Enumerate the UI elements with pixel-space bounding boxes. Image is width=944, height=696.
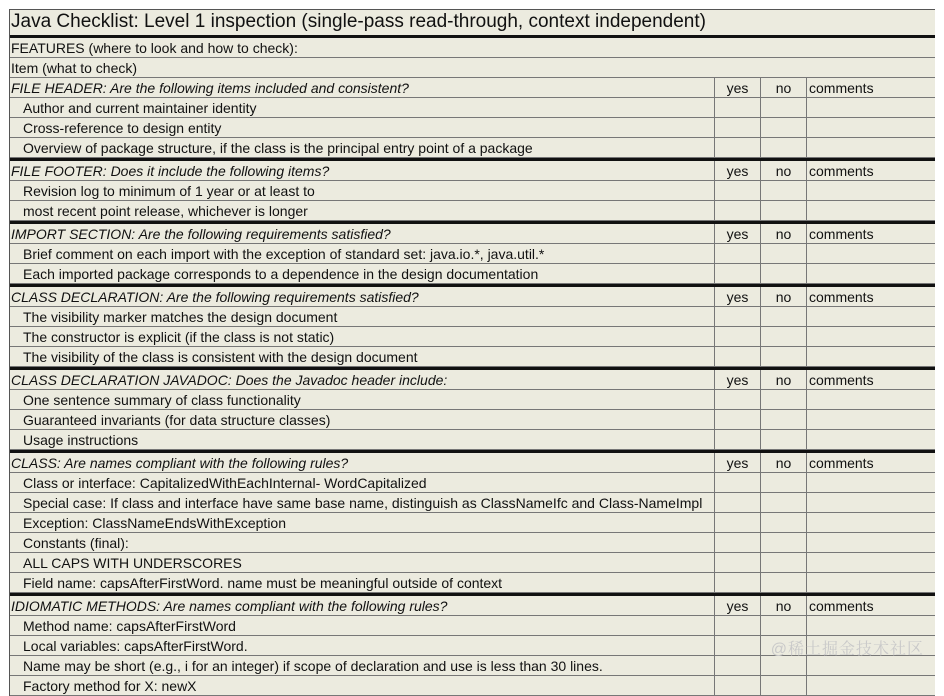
checklist-item: Name may be short (e.g., i for an integer) if scope of declaration and use is less than 30 lines. (23, 658, 603, 674)
no-column-label: no (760, 78, 806, 97)
comments-column-label: comments (806, 287, 935, 306)
yes-cell[interactable] (714, 636, 760, 655)
comments-cell[interactable] (806, 430, 935, 449)
yes-column-label: yes (714, 370, 760, 389)
no-cell[interactable] (760, 473, 806, 492)
no-cell[interactable] (760, 327, 806, 346)
yes-column-label: yes (714, 78, 760, 97)
comments-cell[interactable] (806, 553, 935, 572)
section-header: CLASS DECLARATION JAVADOC: Does the Javadoc header include: (11, 372, 448, 388)
comments-cell[interactable] (806, 327, 935, 346)
section-header-row (10, 593, 935, 616)
checklist-row (10, 533, 935, 553)
checklist-item: Field name: capsAfterFirstWord. name must be meaningful outside of context (23, 575, 503, 591)
checklist-item: Special case: If class and interface have same base name, distinguish as ClassNameIfc and Class-NameImpl (23, 495, 703, 511)
comments-cell[interactable] (806, 533, 935, 552)
watermark: @稀土掘金技术社区 (770, 641, 924, 658)
no-cell[interactable] (760, 98, 806, 117)
checklist-item: Class or interface: CapitalizedWithEachInternal- WordCapitalized (23, 475, 427, 491)
checklist-row (10, 573, 935, 593)
no-cell[interactable] (760, 138, 806, 157)
yes-cell[interactable] (714, 201, 760, 220)
comments-cell[interactable] (806, 390, 935, 409)
comments-cell[interactable] (806, 118, 935, 137)
no-cell[interactable] (760, 118, 806, 137)
checklist-item: Method name: capsAfterFirstWord (23, 618, 236, 634)
yes-cell[interactable] (714, 327, 760, 346)
checklist-row (10, 553, 935, 573)
checklist-table (9, 9, 935, 696)
yes-cell[interactable] (714, 430, 760, 449)
checklist-row (10, 201, 935, 221)
comments-column-label: comments (806, 370, 935, 389)
section-header-row (10, 221, 935, 244)
checklist-row (10, 347, 935, 367)
comments-column-label: comments (806, 161, 935, 180)
yes-cell[interactable] (714, 533, 760, 552)
comments-cell[interactable] (806, 616, 935, 635)
no-cell[interactable] (760, 201, 806, 220)
yes-cell[interactable] (714, 244, 760, 263)
no-cell[interactable] (760, 513, 806, 532)
checklist-row (10, 98, 935, 118)
no-cell[interactable] (760, 493, 806, 512)
checklist-row (10, 493, 935, 513)
section-header-row (10, 78, 935, 98)
checklist-row (10, 327, 935, 347)
comments-column-label: comments (806, 78, 935, 97)
page-title: Java Checklist: Level 1 inspection (single-pass read-through, context independent) (10, 10, 935, 38)
comments-cell[interactable] (806, 244, 935, 263)
comments-cell[interactable] (806, 473, 935, 492)
checklist-row (10, 118, 935, 138)
yes-cell[interactable] (714, 553, 760, 572)
comments-cell[interactable] (806, 138, 935, 157)
section-header-row (10, 158, 935, 181)
yes-cell[interactable] (714, 473, 760, 492)
no-column-label: no (760, 224, 806, 243)
checklist-item: Factory method for X: newX (23, 678, 197, 694)
checklist-item: One sentence summary of class functionality (23, 392, 301, 408)
comments-cell[interactable] (806, 181, 935, 200)
checklist-item: Each imported package corresponds to a dependence in the design documentation (23, 266, 539, 282)
section-header: FILE FOOTER: Does it include the following items? (11, 163, 330, 179)
yes-cell[interactable] (714, 513, 760, 532)
yes-cell[interactable] (714, 616, 760, 635)
section-header-row (10, 284, 935, 307)
yes-cell[interactable] (714, 264, 760, 283)
checklist-row (10, 430, 935, 450)
checklist-row (10, 616, 935, 636)
no-cell[interactable] (760, 410, 806, 429)
yes-cell[interactable] (714, 493, 760, 512)
comments-cell[interactable] (806, 573, 935, 592)
yes-cell[interactable] (714, 307, 760, 326)
section-header: IMPORT SECTION: Are the following requirements satisfied? (11, 226, 391, 242)
checklist-sections (10, 78, 935, 696)
yes-cell[interactable] (714, 181, 760, 200)
no-cell[interactable] (760, 264, 806, 283)
checklist-row (10, 244, 935, 264)
no-cell[interactable] (760, 616, 806, 635)
checklist-row (10, 410, 935, 430)
checklist-item: ALL CAPS WITH UNDERSCORES (23, 555, 242, 571)
checklist-item: Overview of package structure, if the class is the principal entry point of a package (23, 140, 533, 156)
checklist-item: most recent point release, whichever is longer (23, 203, 308, 219)
comments-cell[interactable] (806, 307, 935, 326)
comments-cell[interactable] (806, 264, 935, 283)
checklist-item: The visibility of the class is consistent with the design document (23, 349, 418, 365)
checklist-item: Exception: ClassNameEndsWithException (23, 515, 287, 531)
section-header: FILE HEADER: Are the following items included and consistent? (11, 80, 409, 96)
no-column-label: no (760, 370, 806, 389)
checklist-row (10, 181, 935, 201)
no-column-label: no (760, 287, 806, 306)
checklist-row (10, 513, 935, 533)
checklist-row (10, 307, 935, 327)
section-header-row (10, 450, 935, 473)
no-cell[interactable] (760, 533, 806, 552)
no-column-label: no (760, 596, 806, 615)
yes-column-label: yes (714, 224, 760, 243)
no-cell[interactable] (760, 573, 806, 592)
checklist-row (10, 656, 935, 676)
comments-column-label: comments (806, 453, 935, 472)
no-cell[interactable] (760, 307, 806, 326)
comments-cell[interactable] (806, 98, 935, 117)
item-line: Item (what to check) (10, 58, 935, 78)
yes-column-label: yes (714, 596, 760, 615)
checklist-item: The constructor is explicit (if the class is not static) (23, 329, 335, 345)
checklist-item: Cross-reference to design entity (23, 120, 222, 136)
comments-cell[interactable] (806, 347, 935, 366)
yes-cell[interactable] (714, 347, 760, 366)
yes-column-label: yes (714, 161, 760, 180)
comments-cell[interactable] (806, 493, 935, 512)
yes-cell[interactable] (714, 573, 760, 592)
no-cell[interactable] (760, 181, 806, 200)
checklist-item: Local variables: capsAfterFirstWord. (23, 638, 248, 654)
no-column-label: no (760, 161, 806, 180)
section-header-row (10, 367, 935, 390)
yes-cell[interactable] (714, 390, 760, 409)
yes-cell[interactable] (714, 656, 760, 675)
yes-cell[interactable] (714, 118, 760, 137)
checklist-row (10, 138, 935, 158)
checklist-row (10, 473, 935, 493)
checklist-item: Constants (final): (23, 535, 129, 551)
no-cell[interactable] (760, 553, 806, 572)
section-header: IDIOMATIC METHODS: Are names compliant with the following rules? (11, 598, 448, 614)
checklist-item: Usage instructions (23, 432, 139, 448)
checklist-row (10, 264, 935, 284)
yes-cell[interactable] (714, 410, 760, 429)
checklist-item: Guaranteed invariants (for data structure classes) (23, 412, 331, 428)
checklist-item: Brief comment on each import with the exception of standard set: java.io.*, java.util.* (23, 246, 545, 262)
features-line: FEATURES (where to look and how to check): (10, 38, 935, 58)
checklist-item: Author and current maintainer identity (23, 100, 257, 116)
no-cell[interactable] (760, 347, 806, 366)
checklist-row (10, 390, 935, 410)
comments-column-label: comments (806, 596, 935, 615)
comments-cell[interactable] (806, 410, 935, 429)
comments-cell[interactable] (806, 513, 935, 532)
yes-column-label: yes (714, 287, 760, 306)
no-cell[interactable] (760, 390, 806, 409)
yes-cell[interactable] (714, 98, 760, 117)
no-cell[interactable] (760, 244, 806, 263)
checklist-row (10, 676, 935, 696)
yes-column-label: yes (714, 453, 760, 472)
comments-column-label: comments (806, 224, 935, 243)
no-column-label: no (760, 453, 806, 472)
section-header: CLASS DECLARATION: Are the following requirements satisfied? (11, 289, 419, 305)
section-header: CLASS: Are names compliant with the following rules? (11, 455, 349, 471)
checklist-item: The visibility marker matches the design document (23, 309, 338, 325)
comments-cell[interactable] (806, 201, 935, 220)
checklist-item: Revision log to minimum of 1 year or at least to (23, 183, 315, 199)
no-cell[interactable] (760, 430, 806, 449)
yes-cell[interactable] (714, 138, 760, 157)
